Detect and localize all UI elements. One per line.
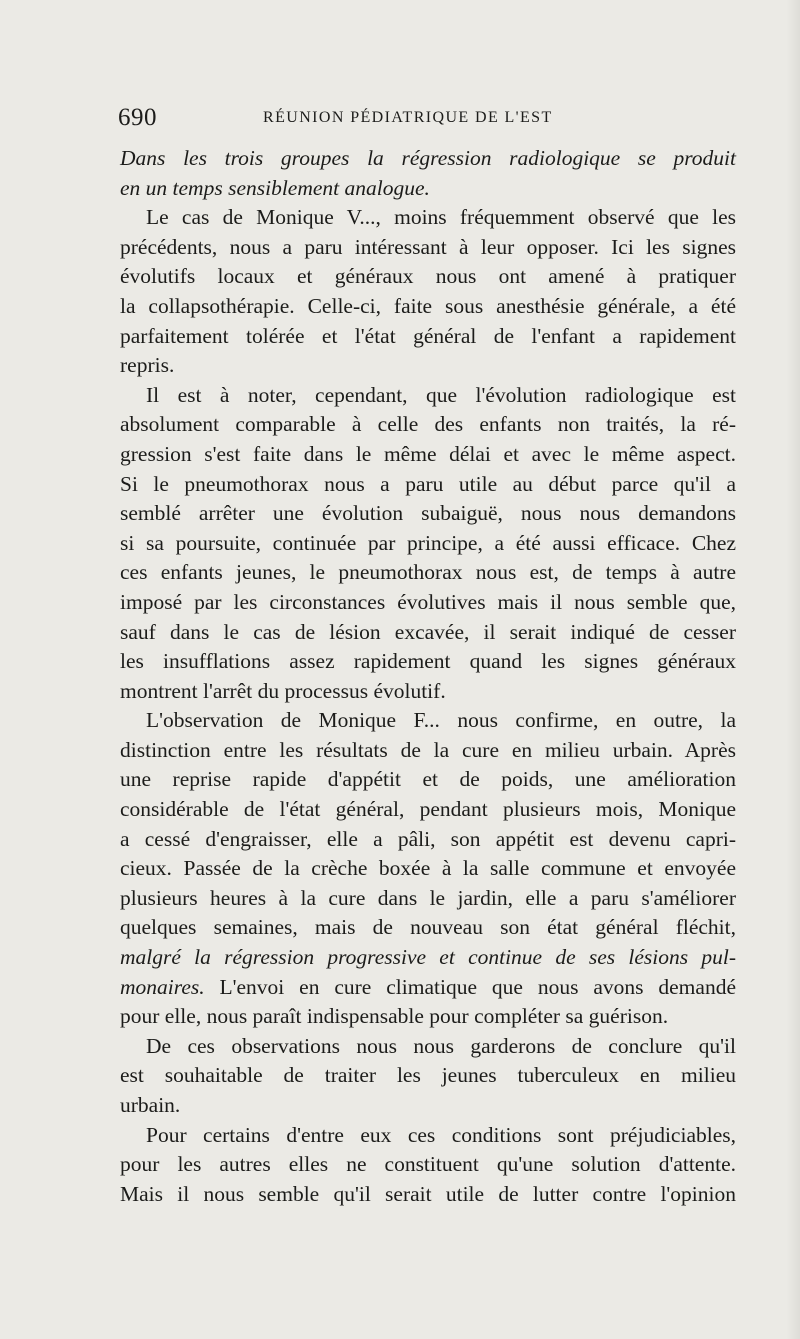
text-line: la collapsothérapie. Celle-ci, faite sous anesthésie générale, a été <box>120 293 736 318</box>
text-line: montrent l'arrêt du processus évolutif. <box>120 678 446 703</box>
paragraph-5 <box>120 1032 736 1121</box>
text-line: est souhaitable de traiter les jeunes tuberculeux en milieu <box>120 1063 736 1088</box>
text-line: repris. <box>120 353 175 378</box>
text-line: précédents, nous a paru intéressant à leur opposer. Ici les signes <box>120 234 736 259</box>
text-line: L'observation de Monique F... nous confirme, en outre, la <box>146 708 736 733</box>
page-number: 690 <box>118 104 157 131</box>
running-head: RÉUNION PÉDIATRIQUE DE L'EST <box>263 109 553 126</box>
text-line: imposé par les circonstances évolutives mais il nous semble que, <box>120 589 736 614</box>
text-line: sauf dans le cas de lésion excavée, il serait indiqué de cesser <box>120 619 736 644</box>
text-line: De ces observations nous nous garderons de conclure qu'il <box>146 1033 736 1058</box>
text-line: pour les autres elles ne constituent qu'une solution d'attente. <box>120 1152 736 1177</box>
italic-fragment: monaires. <box>120 974 205 999</box>
text-line: ces enfants jeunes, le pneumothorax nous est, de temps à autre <box>120 560 736 585</box>
text-line: en un temps sensiblement analogue. <box>120 175 430 200</box>
text-line: cieux. Passée de la crèche boxée à la salle commune et envoyée <box>120 856 736 881</box>
text-line: Le cas de Monique V..., moins fréquemment observé que les <box>146 205 736 230</box>
text-line-mixed <box>120 973 736 1003</box>
text-line: absolument comparable à celle des enfants non traités, la ré- <box>120 412 736 437</box>
page-header <box>118 104 738 138</box>
text-line: Pour certains d'entre eux ces conditions sont préjudiciables, <box>146 1122 736 1147</box>
text-line: les insufflations assez rapidement quand les signes généraux <box>120 649 736 674</box>
paragraph-3 <box>120 381 736 707</box>
text-line: parfaitement tolérée et l'état général de l'enfant a rapidement <box>120 323 736 348</box>
paragraph-4 <box>120 706 736 1032</box>
text-line: urbain. <box>120 1093 181 1117</box>
text-line: Mais il nous semble qu'il serait utile de lutter contre l'opinion <box>120 1181 736 1206</box>
text-line: une reprise rapide d'appétit et de poids, une amélioration <box>120 767 736 792</box>
text-line: évolutifs locaux et généraux nous ont amené à pratiquer <box>120 264 736 289</box>
text-line: considérable de l'état général, pendant plusieurs mois, Monique <box>120 797 736 822</box>
text-line: a cessé d'engraisser, elle a pâli, son appétit est devenu capri- <box>120 826 736 851</box>
text-line: pour elle, nous paraît indispensable pour compléter sa guérison. <box>120 1004 669 1029</box>
text-line: plusieurs heures à la cure dans le jardin, elle a paru s'améliorer <box>120 885 736 910</box>
text-line: semblé arrêter une évolution subaiguë, nous nous demandons <box>120 501 736 526</box>
text-line-italic: malgré la régression progressive et continue de ses lésions pul- <box>120 945 736 970</box>
text-line: distinction entre les résultats de la cure en milieu urbain. Après <box>120 737 736 762</box>
page-edge-shadow <box>786 0 800 1339</box>
text-line: quelques semaines, mais de nouveau son état général fléchit, <box>120 915 736 940</box>
paragraph-1 <box>120 144 736 203</box>
text-line: Dans les trois groupes la régression radiologique se produit <box>120 146 736 170</box>
body-text <box>120 144 736 1209</box>
paragraph-6 <box>120 1121 736 1210</box>
roman-fragment: L'envoi en cure climatique que nous avons demandé <box>204 974 736 999</box>
text-line: gression s'est faite dans le même délai et avec le même aspect. <box>120 441 736 466</box>
text-line: Il est à noter, cependant, que l'évolution radiologique est <box>146 382 736 407</box>
text-line: Si le pneumothorax nous a paru utile au début parce qu'il a <box>120 471 736 496</box>
paragraph-2 <box>120 203 736 381</box>
text-line: si sa poursuite, continuée par principe, a été aussi efficace. Chez <box>120 530 736 555</box>
